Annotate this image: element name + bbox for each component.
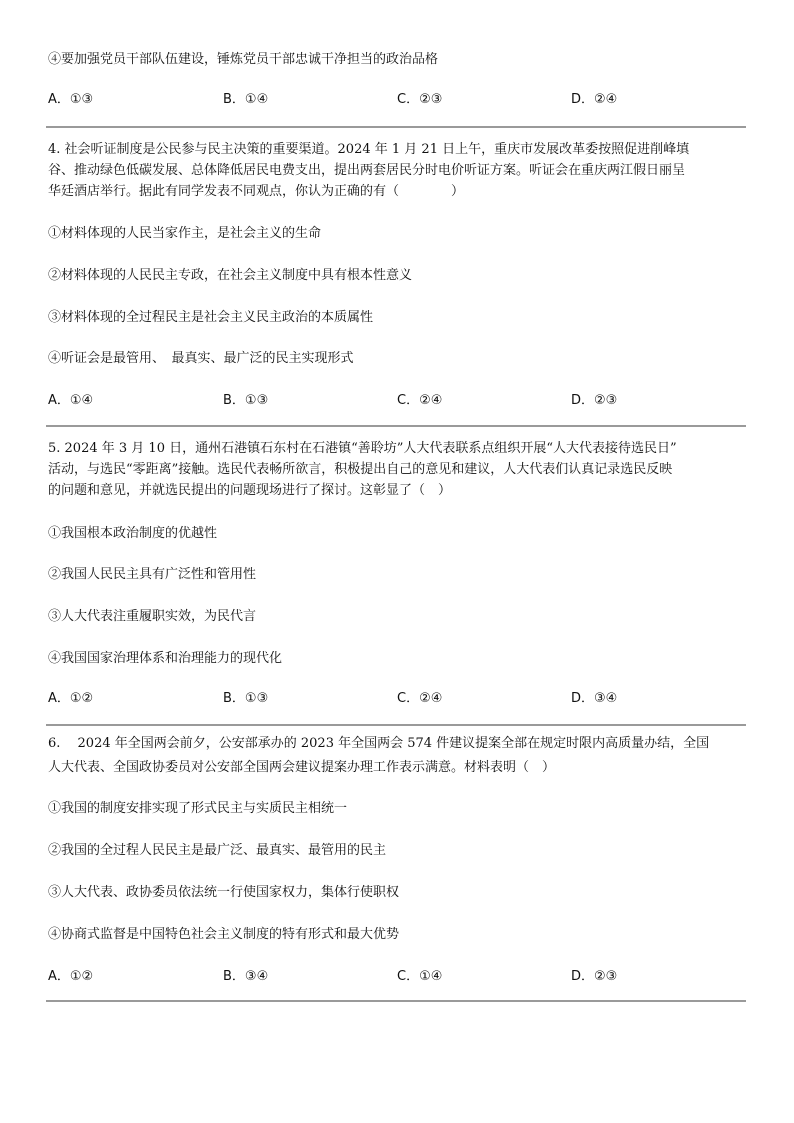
q4-stem-line-3: 华廷酒店举行。据此有同学发表不同观点，你认为正确的有（ ） xyxy=(48,184,465,199)
q4-option-a[interactable]: A．①④ xyxy=(48,393,94,408)
q5-option-c[interactable]: C．②④ xyxy=(397,691,443,706)
divider xyxy=(46,1000,746,1002)
q6-stem-line-2: 人大代表、全国政协委员对公安部全国两会建议提案办理工作表示满意。材料表明（ ） xyxy=(48,760,556,775)
q3-option-c[interactable]: C．②③ xyxy=(397,92,443,107)
divider xyxy=(46,425,746,427)
divider xyxy=(46,126,746,128)
q5-statement-3: ③人大代表注重履职实效，为民代言 xyxy=(48,609,257,624)
q4-statement-3: ③材料体现的全过程民主是社会主义民主政治的本质属性 xyxy=(48,310,374,325)
q6-option-a[interactable]: A．①② xyxy=(48,969,94,984)
q5-option-b[interactable]: B．①③ xyxy=(223,691,269,706)
q4-stem-line-2: 谷、推动绿色低碳发展、总体降低居民电费支出，提出两套居民分时电价听证方案。听证会在重庆两江假日丽呈 xyxy=(48,163,686,178)
q6-stem-line-1: 6. 2024 年全国两会前夕，公安部承办的 2023 年全国两会 574 件建议提案全部在规定时限内高质量办结，全国 xyxy=(48,736,710,751)
q4-option-b[interactable]: B．①③ xyxy=(223,393,269,408)
q5-statement-4: ④我国国家治理体系和治理能力的现代化 xyxy=(48,651,283,666)
q6-option-c[interactable]: C．①④ xyxy=(397,969,443,984)
q3-statement-4: ④要加强党员干部队伍建设，锤炼党员干部忠诚干净担当的政治品格 xyxy=(48,52,439,67)
q4-statement-2: ②材料体现的人民民主专政，在社会主义制度中具有根本性意义 xyxy=(48,268,413,283)
q6-statement-3: ③人大代表、政协委员依法统一行使国家权力，集体行使职权 xyxy=(48,885,400,900)
q5-option-a[interactable]: A．①② xyxy=(48,691,94,706)
q6-statement-1: ①我国的制度安排实现了形式民主与实质民主相统一 xyxy=(48,801,348,816)
q3-option-b[interactable]: B．①④ xyxy=(223,92,269,107)
q4-statement-1: ①材料体现的人民当家作主，是社会主义的生命 xyxy=(48,226,322,241)
q5-stem-line-3: 的问题和意见，并就选民提出的问题现场进行了探讨。这彰显了（ ） xyxy=(48,483,452,498)
q6-statement-2: ②我国的全过程人民民主是最广泛、最真实、最管用的民主 xyxy=(48,843,387,858)
q6-statement-4: ④协商式监督是中国特色社会主义制度的特有形式和最大优势 xyxy=(48,927,400,942)
q3-option-d[interactable]: D．②④ xyxy=(571,92,618,107)
q5-statement-1: ①我国根本政治制度的优越性 xyxy=(48,526,218,541)
q5-option-d[interactable]: D．③④ xyxy=(571,691,618,706)
q6-option-d[interactable]: D．②③ xyxy=(571,969,618,984)
q4-stem-line-1: 4. 社会听证制度是公民参与民主决策的重要渠道。2024 年 1 月 21 日上午，重庆市发展改革委按照促进削峰填 xyxy=(48,142,690,157)
q6-option-b[interactable]: B．③④ xyxy=(223,969,269,984)
q5-statement-2: ②我国人民民主具有广泛性和管用性 xyxy=(48,567,257,582)
q5-stem-line-2: 活动，与选民“零距离”接触。选民代表畅所欲言，积极提出自己的意见和建议，人大代表们认真记录选民反映 xyxy=(48,462,673,477)
q3-option-a[interactable]: A．①③ xyxy=(48,92,94,107)
q4-statement-4: ④听证会是最管用、 最真实、最广泛的民主实现形式 xyxy=(48,351,354,366)
q5-stem-line-1: 5. 2024 年 3 月 10 日，通州石港镇石东村在石港镇“善聆坊”人大代表联系点组织开展“人大代表接待选民日” xyxy=(48,441,677,456)
q4-option-d[interactable]: D．②③ xyxy=(571,393,618,408)
q4-option-c[interactable]: C．②④ xyxy=(397,393,443,408)
divider xyxy=(46,724,746,726)
